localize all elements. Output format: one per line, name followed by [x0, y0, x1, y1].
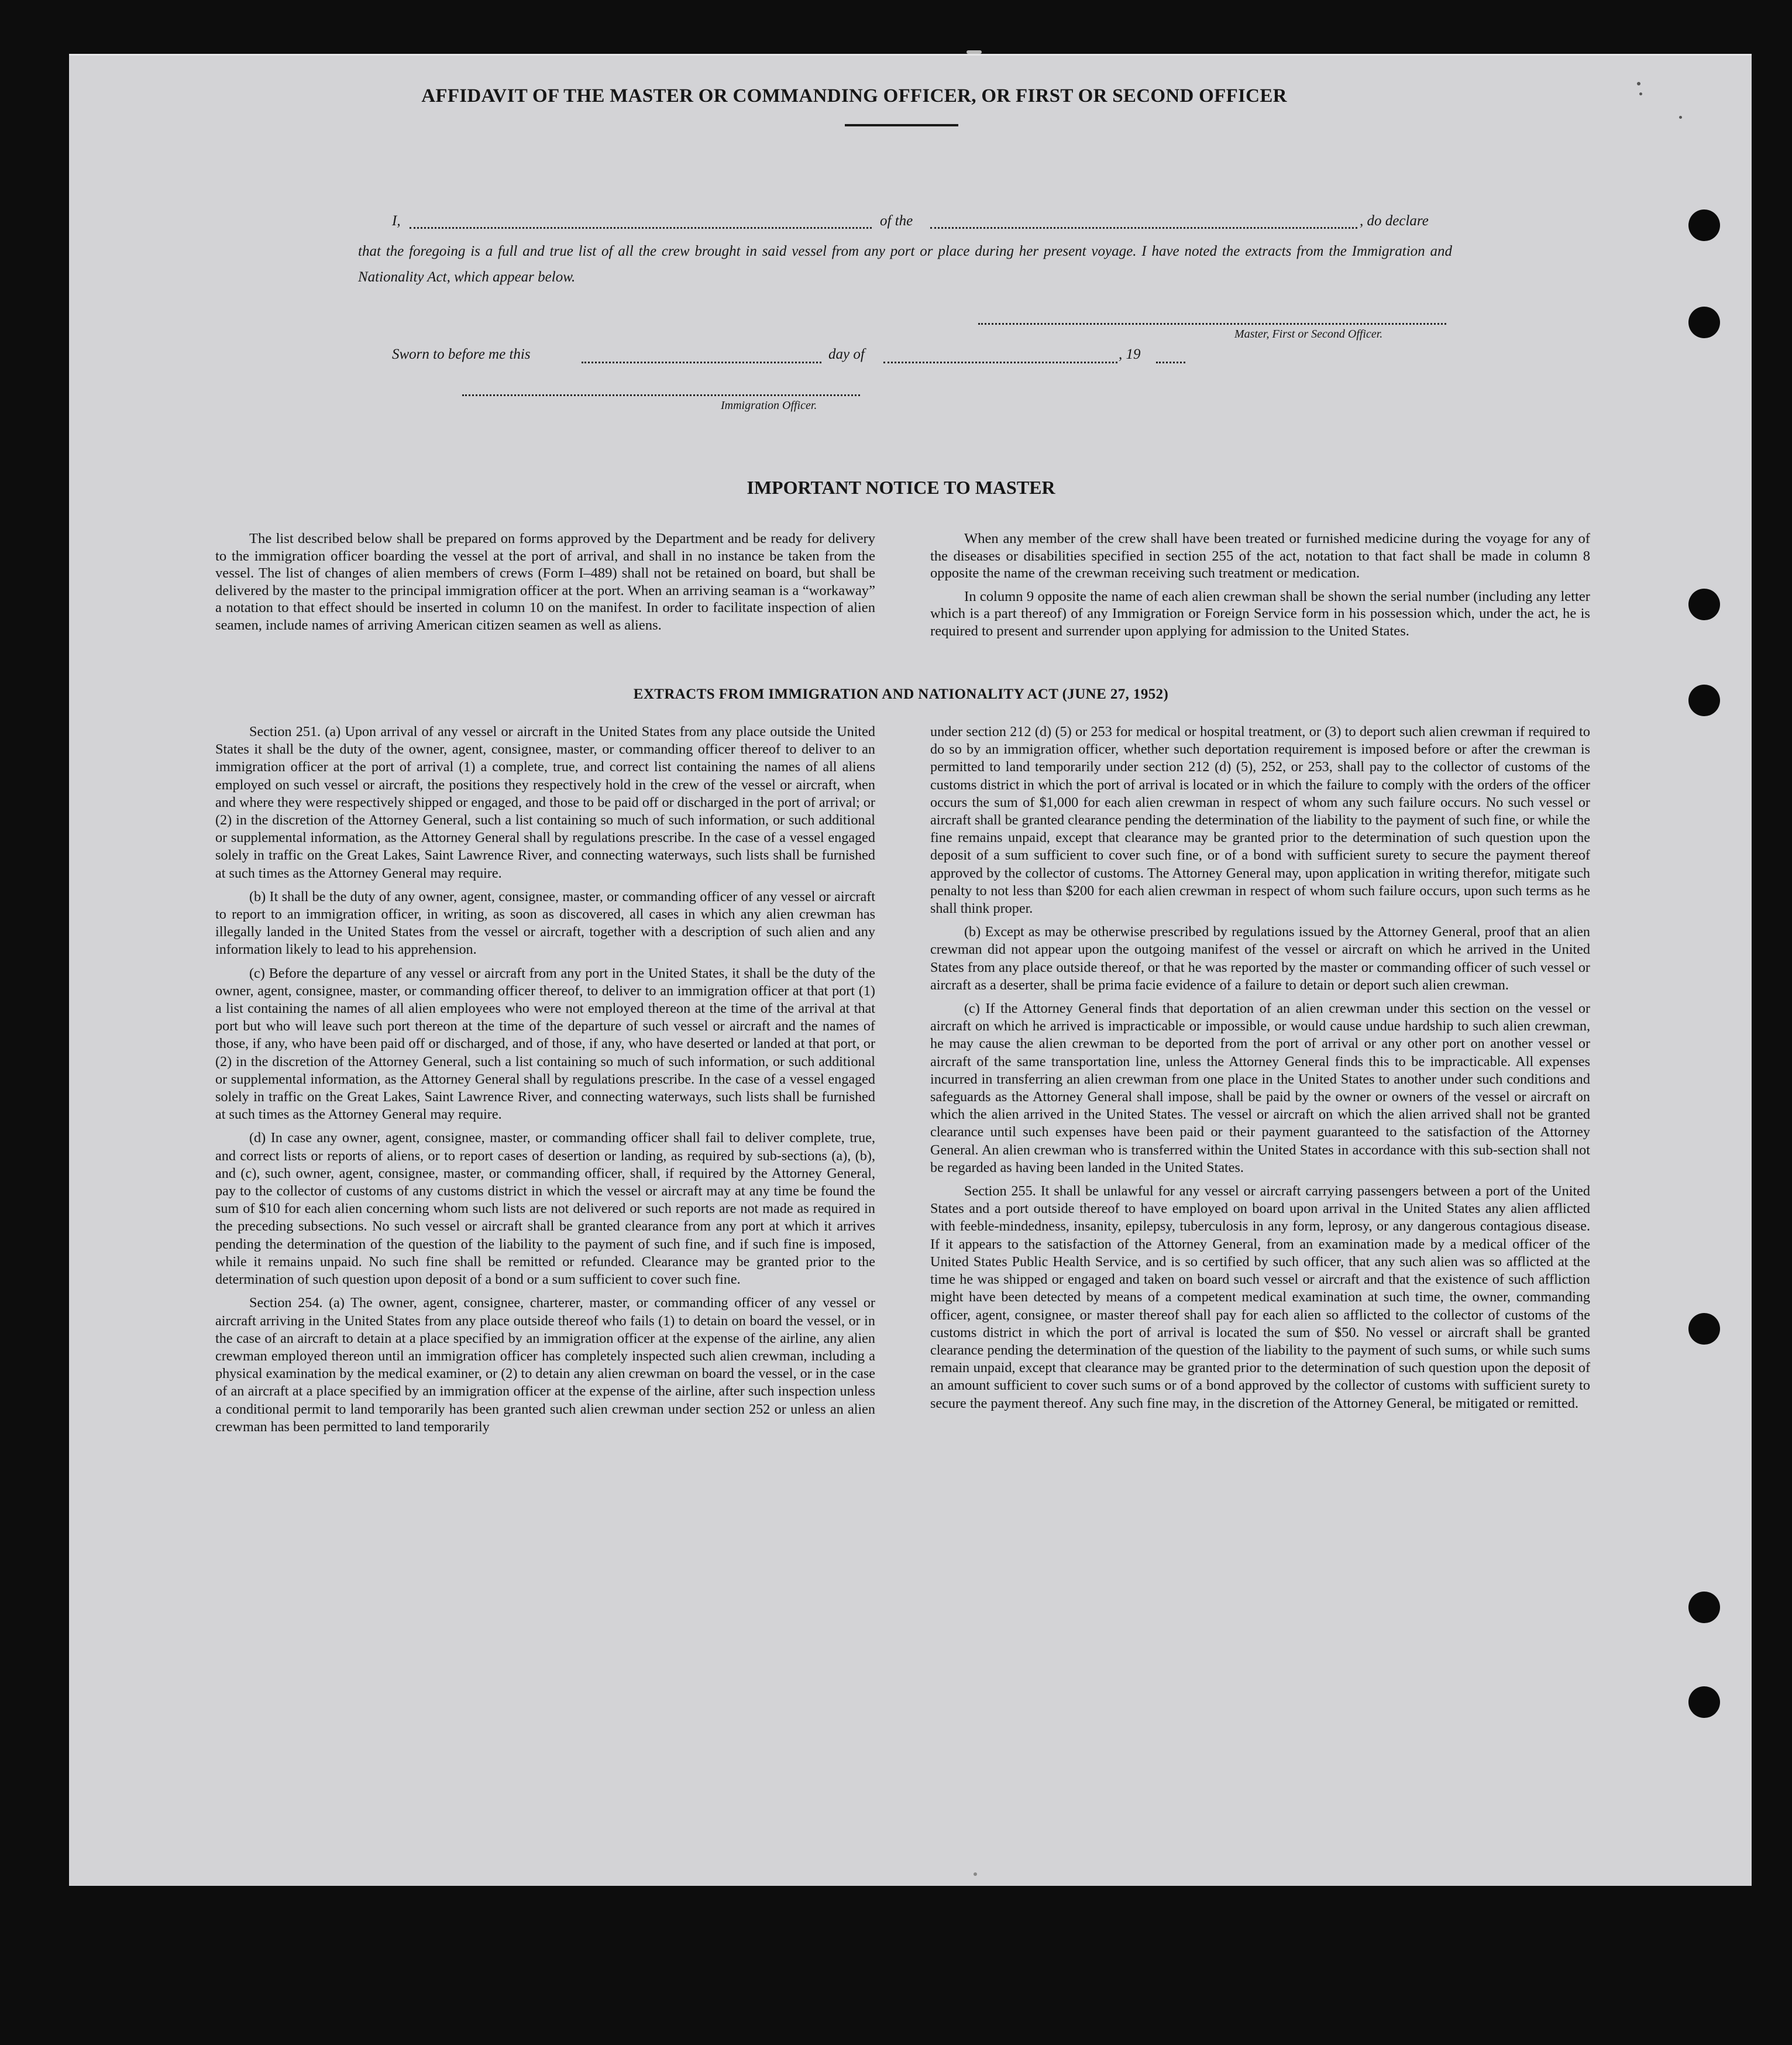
extracts-right-column — [930, 723, 1590, 1418]
section-paragraph: (c) If the Attorney General finds that deportation of an alien crewman under this section on the vessel or aircraft on which he arrived is impracticable or impossible, or would cause undue hardship to such alien crewman, he may cause the alien crewman to be deported from the port of arrival or any other port on another vessel or aircraft of the same transportation line, unless the Attorney General finds this to be impracticable. All expenses incurred in transferring an alien crewman from one place in the United States to another under such conditions and safeguards as the Attorney General shall impose, shall be paid by the owner or owners of the vessel or aircraft on which the alien arrived in the United States. The vessel or aircraft on which the alien arrived shall not be granted clearance until such expenses have been paid or their payment guaranteed to the satisfaction of the Attorney General. An alien crewman who is transferred within the United States in accordance with this sub-section shall not be regarded as having been landed in the United States. — [930, 1001, 1590, 1176]
binder-hole — [1688, 1686, 1720, 1718]
year-label: , 19 — [1119, 346, 1141, 362]
section-paragraph: (b) Except as may be otherwise prescribed by regulations issued by the Attorney General, proof that an alien crewman did not appear upon the outgoing manifest of the vessel or aircraft on which he arrived in the United States from any place outside thereof, or that he was reported by the master or commanding officer of such vessel or aircraft as a deserter, shall be prima facie evidence of a failure to detain or deport such alien crewman. — [930, 924, 1590, 993]
affidavit-title: AFFIDAVIT OF THE MASTER OR COMMANDING OFFICER, OR FIRST OR SECOND OFFICER — [421, 85, 1287, 106]
notice-right-column — [930, 530, 1590, 646]
binder-hole — [1688, 307, 1720, 338]
notice-left-column — [215, 530, 875, 640]
binder-hole — [1688, 1592, 1720, 1623]
master-signature-line[interactable] — [978, 323, 1446, 325]
binder-hole — [1688, 589, 1720, 620]
master-signature-caption: Master, First or Second Officer. — [1234, 328, 1383, 341]
notice-paragraph: In column 9 opposite the name of each alien crewman shall be shown the serial number (including any letter which is a part thereof) of any Immigration or Foreign Service form in his possession which, under the act, he is required to present and surrender upon applying for admission to the United States. — [930, 588, 1590, 639]
binder-hole — [1688, 685, 1720, 716]
title-divider — [845, 124, 958, 126]
sworn-day-field-line[interactable] — [582, 362, 821, 363]
name-field-line[interactable] — [410, 227, 872, 229]
binder-hole — [1688, 1313, 1720, 1345]
binder-hole — [1688, 209, 1720, 241]
i-label: I, — [392, 213, 401, 229]
officer-signature-line[interactable] — [462, 394, 860, 396]
extracts-left-column — [215, 723, 875, 1442]
extracts-heading: EXTRACTS FROM IMMIGRATION AND NATIONALITY ACT (JUNE 27, 1952) — [633, 686, 1169, 702]
section-paragraph: Section 255. It shall be unlawful for any vessel or aircraft carrying passengers between a port of the United States and a port outside thereof to have employed on board upon arrival in the United States any alien afflicted with feeble-mindedness, insanity, epilepsy, tuberculosis in any form, leprosy, or any dangerous contagious disease. If it appears to the satisfaction of the Attorney General, from an examination made by a medical officer of the United States Public Health Service, and is so certified by such officer, that any such alien was so afflicted at the time he was shipped or engaged and taken on board such vessel or aircraft and that the existence of such affliction might have been detected by means of a competent medical examination at such time, the owner, commanding officer, agent, consignee, or master thereof shall pay for each alien so afflicted to the collector of customs of the customs district in which the port of arrival is located the sum of $50. No vessel or aircraft shall be granted clearance pending the determination of the question of the liability to the payment of such sums, or while such sums remain unpaid, except that clearance may be granted prior to the determination of such question upon the deposit of an amount sufficient to cover such sums or of a bond approved by the collector of customs with sufficient surety to secure the payment thereof. Any such fine may, in the discretion of the Attorney General, be mitigated or remitted. — [930, 1183, 1590, 1411]
officer-signature-caption: Immigration Officer. — [721, 399, 817, 412]
sworn-month-field-line[interactable] — [883, 362, 1117, 363]
notice-heading: IMPORTANT NOTICE TO MASTER — [747, 477, 1055, 498]
sworn-label: Sworn to before me this — [392, 346, 531, 362]
day-of-label: day of — [828, 346, 865, 362]
section-paragraph: Section 254. (a) The owner, agent, consignee, charterer, master, or commanding officer of any vessel or aircraft arriving in the United States from any place outside thereof who fails (1) to detain on board the vessel, or in the case of an aircraft to detain at a place specified by an immigration officer at the expense of the airline, any alien crewman employed thereon until an immigration officer has completely inspected such alien crewman, including a physical examination by the medical examiner, or (2) to detain any alien crewman on board the vessel, or in the case of an aircraft at a place specified by an immigration officer at the expense of the airline, after such inspection unless a conditional permit to land temporarily has been granted such alien crewman under section 252 or unless an alien crewman has been permitted to land temporarily — [215, 1295, 875, 1435]
do-declare-label: , do declare — [1360, 213, 1429, 229]
section-paragraph: (d) In case any owner, agent, consignee, master, or commanding officer shall fail to deliver complete, true, and correct lists or reports of aliens, or to report cases of desertion or landing, as required by sub-sections (a), (b), and (c), such owner, agent, consignee, master, or commanding officer, shall, if required by the Attorney General, pay to the collector of customs of any customs district in which the vessel or aircraft may at any time be found the sum of $10 for each alien concerning whom such lists are not delivered or such reports are not made as required in the preceding subsections. No such vessel or aircraft shall be granted clearance from any port at which it arrives pending the determination of the question of the liability to the payment of such fine, and if such fine is imposed, while it remains unpaid. No such fine shall be remitted or refunded. Clearance may be granted prior to the determination of such question upon deposit of a bond or a sum sufficient to cover such fine. — [215, 1130, 875, 1288]
section-paragraph: Section 251. (a) Upon arrival of any vessel or aircraft in the United States from any place outside the United States it shall be the duty of the owner, agent, consignee, master, or commanding officer thereof to deliver to an immigration officer at the port of arrival (1) a complete, true, and correct list containing the names of all aliens employed on such vessel or aircraft, the positions they respectively hold in the crew of the vessel or aircraft, when and where they were respectively shipped or engaged, and those to be paid off or discharged in the port of arrival; or (2) in the discretion of the Attorney General, such a list containing so much of such information, or such additional or supplemental information, as the Attorney General shall by regulations prescribe. In the case of a vessel engaged solely in traffic on the Great Lakes, Saint Lawrence River, and connecting waterways, such lists shall be furnished at such times as the Attorney General may require. — [215, 724, 875, 881]
vessel-field-line[interactable] — [930, 227, 1357, 229]
declaration-statement: that the foregoing is a full and true list of all the crew brought in said vessel from any port or place during her present voyage. I have noted the extracts from the Immigration and Nationality Act, which appear below. — [358, 243, 1452, 285]
notice-paragraph: The list described below shall be prepared on forms approved by the Department and be ready for delivery to the immigration officer boarding the vessel at the port of arrival, and shall in no instance be taken from the vessel. The list of changes of alien members of crews (Form I–489) shall not be retained on board, but shall be delivered by the master to the principal immigration officer at the port. When an arriving seaman is a “workaway” a notation to that effect should be inserted in column 10 on the manifest. In order to facilitate inspection of alien seamen, include names of arriving American citizen seamen as well as aliens. — [215, 531, 875, 633]
section-paragraph: under section 212 (d) (5) or 253 for medical or hospital treatment, or (3) to deport such alien crewman if required to do so by an immigration officer, whether such deportation requirement is imposed before or after the crewman is permitted to land temporarily under section 212 (d) (5), 252, or 253, shall pay to the collector of customs of the customs district in which the port of arrival is located or in which the failure to comply with the orders of the officer occurs the sum of $1,000 for each alien crewman in respect of whom any such failure occurs. No such vessel or aircraft shall be granted clearance pending the determination of the liability to the payment of such fine, or while the fine remains unpaid, except that clearance may be granted prior to the determination of such question upon the deposit of a sum sufficient to cover such fine, or of a bond with sufficient surety to secure the payment thereof approved by the collector of customs. The Attorney General may, upon application in writing therefor, mitigate such penalty to not less than $200 for each alien crewman in respect of whom such failure occurs, upon such terms as he shall think proper. — [930, 724, 1590, 917]
section-paragraph: (c) Before the departure of any vessel or aircraft from any port in the United States, it shall be the duty of the owner, agent, consignee, master, or commanding officer thereof, to deliver to an immigration officer at that port (1) a list containing the names of all alien employees who were not employed thereon at the time of the arrival at that port but who will leave such port thereon at the time of the departure of such vessel or aircraft and the names of those, if any, who have been paid off or discharged, and of those, if any, who have deserted or landed at that port, or (2) in the discretion of the Attorney General, such a list containing so much of such information, or such additional or supplemental information, as the Attorney General shall by regulations prescribe. In the case of a vessel engaged solely in traffic on the Great Lakes, Saint Lawrence River, and connecting waterways, such lists shall be furnished at such times as the Attorney General may require. — [215, 965, 875, 1123]
sworn-year-field-line[interactable] — [1156, 362, 1185, 363]
notice-paragraph: When any member of the crew shall have been treated or furnished medicine during the voyage for any of the diseases or disabilities specified in section 255 of the act, notation to that fact shall be made in column 8 opposite the name of the crewman receiving such treatment or medication. — [930, 531, 1590, 582]
of-the-label: of the — [880, 213, 913, 229]
section-paragraph: (b) It shall be the duty of any owner, agent, consignee, master, or commanding officer of any vessel or aircraft to report to an immigration officer, in writing, as soon as discovered, all cases in which any alien crewman has illegally landed in the United States from the vessel or aircraft, together with a description of such alien and any information likely to lead to his apprehension. — [215, 888, 875, 958]
